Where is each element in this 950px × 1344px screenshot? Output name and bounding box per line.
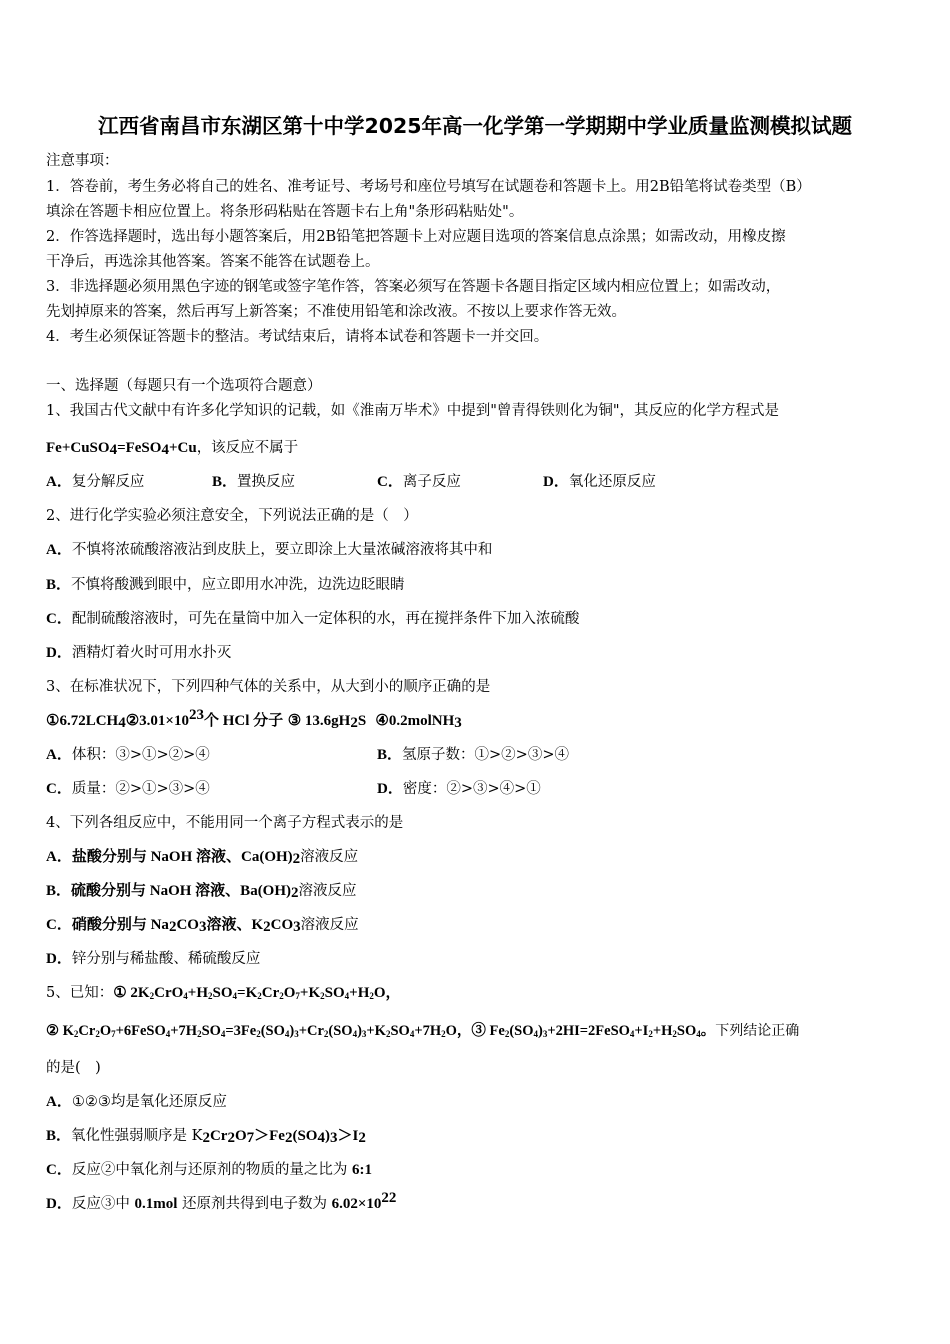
formula-part: SO [201, 1023, 221, 1039]
notice-line: 2．作答选择题时，选出每小题答案后，用2B铅笔把答题卡上对应题目选项的答案信息点涂黑；如需改动，用橡皮擦 [46, 229, 786, 245]
q2-option-a[interactable]: A．不慎将浓硫酸溶液沾到皮肤上，要立即涂上大量浓碱溶液将其中和 [46, 542, 493, 558]
formula-part: +H [349, 985, 370, 1001]
question-4-stem: 4、下列各组反应中，不能用同一个离子方程式表示的是 [46, 815, 404, 831]
formula-part: O， [373, 985, 401, 1001]
formula-subscript: 2 [256, 1029, 261, 1039]
formula-subscript: 2 [257, 991, 262, 1001]
formula-part: +K [366, 1023, 386, 1039]
formula-part: O [283, 985, 296, 1001]
formula-part: SO [324, 985, 345, 1001]
page-title: 江西省南昌市东湖区第十中学2025年高一化学第一学期期中学业质量监测模拟试题 [97, 114, 853, 138]
formula-part: +H [652, 1023, 673, 1039]
formula-subscript: 2 [441, 1029, 446, 1039]
formula-subscript: 2 [73, 1029, 79, 1039]
notice-line: 4．考生必须保证答题卡的整洁。考试结束后，请将本试卷和答题卡一并交回。 [46, 329, 549, 345]
reaction-formula [46, 1023, 471, 1039]
formula-part: +7H [170, 1023, 198, 1039]
formula-subscript: 4 [220, 1029, 226, 1039]
formula-part: +K [299, 985, 321, 1001]
formula-part: ) [357, 1023, 362, 1039]
question-2-stem: 2、进行化学实验必须注意安全，下列说法正确的是（ ） [46, 508, 418, 524]
eq-sub: 4 [109, 442, 118, 458]
formula-part: 。 [700, 1023, 716, 1039]
notice-heading: 注意事项： [46, 153, 119, 169]
q2-option-c[interactable]: C．配制硫酸溶液时，可先在量筒中加入一定体积的水，再在搅拌条件下加入浓硫酸 [46, 611, 580, 627]
formula-part: SO [390, 1023, 410, 1039]
q4-option-a[interactable]: A．盐酸分别与 NaOH 溶液、$Ca(OH)_2$溶液反应 [46, 849, 359, 867]
formula-part: CrO [154, 985, 184, 1001]
eq-part: Fe+CuSO [46, 440, 110, 456]
question-5-reaction-1: 5、已知：① $2K_2CrO_4+H_2SO_4=K_2Cr_2O_7+K_2SO_4+H_2O$， [46, 985, 401, 1001]
formula-subscript: 4 [344, 991, 350, 1001]
formula-subscript: 2 [149, 991, 155, 1001]
formula-part: SO [676, 1023, 697, 1039]
formula-subscript: 4 [696, 1029, 701, 1039]
formula-subscript: 4 [533, 1029, 538, 1039]
formula-subscript: 7 [111, 1029, 116, 1039]
formula-subscript: 4 [409, 1029, 415, 1039]
notice-line: 1．答卷前，考生务必将自己的姓名、准考证号、考场号和座位号填写在试题卷和答题卡上。用2B铅笔将试卷类型（B） [46, 179, 811, 195]
formula-part: ① 2K [113, 985, 150, 1001]
q4-option-b[interactable]: B．硫酸分别与 NaOH 溶液、$Ba(OH)_2$溶液反应 [46, 883, 357, 901]
formula-subscript: 2 [95, 1029, 100, 1039]
formula-subscript: 2 [504, 1029, 510, 1039]
q5-option-a[interactable]: A．①②③均是氧化还原反应 [46, 1094, 227, 1110]
notice-line: 先划掉原来的答案，然后再写上新答案；不准使用铅笔和涂改液。不按以上要求作答无效。 [46, 304, 626, 320]
formula-part: ③ Fe [471, 1023, 505, 1039]
q3-option-c[interactable]: C．质量：②>①>③>④ [46, 781, 210, 797]
q4-option-c[interactable]: C．硝酸分别与 $Na_2CO_3$溶液、$K_2CO_3$溶液反应 [46, 917, 359, 935]
formula-part: Cr [78, 1023, 96, 1039]
formula-part: +7H [414, 1023, 442, 1039]
formula-subscript: 2 [648, 1029, 653, 1039]
formula-part: (SO [328, 1023, 353, 1039]
reaction-formula [471, 1023, 715, 1039]
eq-part: =FeSO [117, 440, 162, 456]
formula-subscript: 3 [542, 1029, 548, 1039]
formula-subscript: 3 [361, 1029, 367, 1039]
eq-sub: 4 [161, 442, 169, 458]
formula-part: (SO [509, 1023, 534, 1039]
formula-subscript: 2 [385, 1029, 391, 1039]
formula-subscript: 2 [323, 1029, 329, 1039]
section-heading: 一、选择题（每题只有一个选项符合题意） [46, 378, 322, 394]
formula-part: (SO [260, 1023, 285, 1039]
q3-option-a[interactable]: A．体积：③>①>②>④ [46, 747, 210, 763]
formula-part: +2HI=2FeSO [547, 1023, 630, 1039]
formula-subscript: 2 [369, 991, 374, 1001]
formula-subscript: 4 [284, 1029, 290, 1039]
question-3-stem: 3、在标准状况下，下列四种气体的关系中，从大到小的顺序正确的是 [46, 679, 491, 695]
q1-option-b[interactable]: B．置换反应 [212, 474, 296, 490]
formula-part: ② K [46, 1023, 74, 1039]
formula-subscript: 4 [183, 991, 188, 1001]
q1-option-c[interactable]: C．离子反应 [377, 474, 461, 490]
formula-subscript: 2 [197, 1029, 202, 1039]
q2-option-d[interactable]: D．酒精灯着火时可用水扑灭 [46, 645, 232, 661]
formula-subscript: 3 [294, 1029, 299, 1039]
q5-option-d[interactable]: D．反应③中 0.1mol 还原剂共得到电子数为 $6.02\times 10^{22}$ [46, 1190, 397, 1212]
formula-subscript: 4 [165, 1029, 171, 1039]
q1-option-d[interactable]: D．氧化还原反应 [543, 474, 656, 490]
formula-subscript: 4 [352, 1029, 358, 1039]
formula-part: O [99, 1023, 112, 1039]
notice-line: 3．非选择题必须用黑色字迹的钢笔或签字笔作答，答案必须写在答题卡各题目指定区域内相应位置上；如需改动， [46, 279, 781, 295]
q3-option-b[interactable]: B．氢原子数：①>②>③>④ [377, 747, 569, 763]
question-1-stem: 1、我国古代文献中有许多化学知识的记载，如《淮南万毕术》中提到"曾青得铁则化为铜"，其反应的化学方程式是 [46, 403, 780, 419]
q5-option-c[interactable]: C．反应②中氧化剂与还原剂的物质的量之比为 6:1 [46, 1162, 372, 1178]
question-5-stem-end: 的是( ) [46, 1060, 101, 1076]
formula-subscript: 4 [232, 991, 238, 1001]
formula-subscript: 2 [208, 991, 213, 1001]
formula-part: +H [187, 985, 208, 1001]
formula-part: ) [289, 1023, 295, 1039]
formula-part: Cr [261, 985, 280, 1001]
q5-option-b[interactable]: B．氧化性强弱顺序是 $K_2Cr_2O_7>Fe_2(SO_4)_3>I_2$ [46, 1128, 366, 1146]
formula-part: =K [237, 985, 258, 1001]
q1-option-a[interactable]: A．复分解反应 [46, 474, 145, 490]
formula-subscript: 2 [279, 991, 284, 1001]
notice-line: 干净后，再选涂其他答案。答案不能答在试题卷上。 [46, 254, 380, 270]
eq-part: +Cu [168, 440, 197, 456]
formula-part: ) [537, 1023, 543, 1039]
question-3-items: $①6.72LCH_4②3.01\times 10^{23}$个 HCl 分子 ③ $13.6gH_2S$ ④0.2molNH$_3$ [46, 707, 462, 731]
formula-subscript: 4 [629, 1029, 635, 1039]
formula-part: +Cr [298, 1023, 324, 1039]
question-1-equation [46, 439, 298, 457]
question-5-reaction-2-3: ② $K_2Cr_2O_7+6FeSO_4+7H_2SO_4=3Fe_2(SO_4)_3+Cr_2(SO_4)_3+K_2SO_4+7H_2O$，③ $Fe_2(SO_4)_3+2HI=2FeSO_4+I_2+H_2SO_4$。下列结论正确 [46, 1023, 800, 1039]
q4-option-d[interactable]: D．锌分别与稀盐酸、稀硫酸反应 [46, 951, 261, 967]
formula-part: O， [445, 1023, 472, 1039]
formula-part: =3Fe [225, 1023, 257, 1039]
formula-subscript: 2 [672, 1029, 677, 1039]
q2-option-b[interactable]: B．不慎将酸溅到眼中，应立即用水冲洗，边洗边眨眼睛 [46, 577, 405, 593]
notice-line: 填涂在答题卡相应位置上。将条形码粘贴在答题卡右上角"条形码粘贴处"。 [46, 204, 524, 220]
eq-tail: ，该反应不属于 [196, 440, 299, 456]
formula-part: SO [212, 985, 233, 1001]
formula-subscript: 7 [295, 991, 300, 1001]
formula-subscript: 2 [320, 991, 325, 1001]
formula-part: +6FeSO [115, 1023, 166, 1039]
reaction-formula [113, 985, 400, 1001]
formula-part: +I [634, 1023, 649, 1039]
q3-option-d[interactable]: D．密度：②>③>④>① [377, 781, 541, 797]
